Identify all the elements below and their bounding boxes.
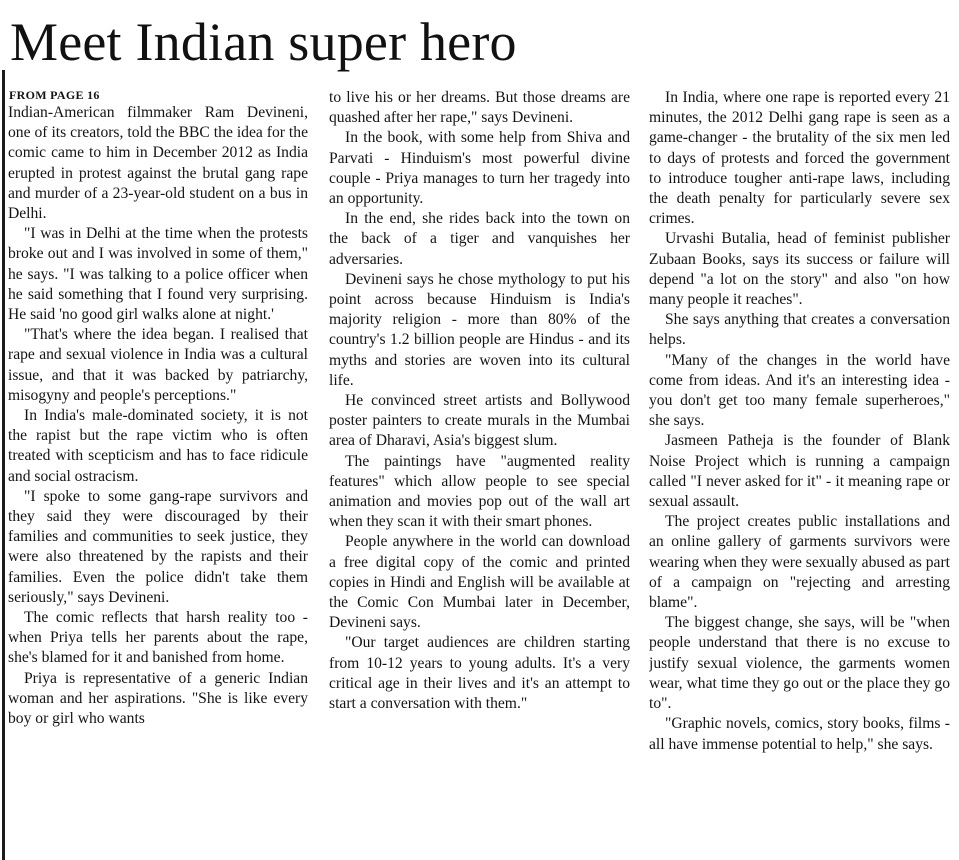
- paragraph: "I spoke to some gang-rape survivors and they said they were discouraged by their families and communities to seek justice, they were also threatened by the rapists and their families. Even the police didn't take them seriously," says Devineni.: [8, 487, 308, 606]
- paragraph: "Our target audiences are children starting from 10-12 years to young adults. It's a very critical age in their lives and it's an attempt to start a conversation with them.": [329, 634, 630, 713]
- paragraph: She says anything that creates a conversation helps.: [649, 311, 950, 349]
- headline: Meet Indian super hero: [10, 12, 517, 72]
- paragraph: "That's where the idea began. I realised that rape and sexual violence in India was a cultural issue, and that it was backed by patriarchy, misogyny and people's perceptions.": [8, 326, 308, 404]
- paragraph: People anywhere in the world can download a free digital copy of the comic and printed copies in Hindi and English will be available at the Comic Con Mumbai later in December, Devineni says.: [329, 533, 630, 632]
- paragraph: Priya is representative of a generic Indian woman and her aspirations. "She is like every boy or girl who wants: [8, 669, 308, 728]
- paragraph: In the book, with some help from Shiva and Parvati - Hinduism's most powerful divine couple - Priya manages to turn her tragedy into an opportunity.: [329, 129, 630, 208]
- paragraph: Devineni says he chose mythology to put his point across because Hinduism is India's majority religion - more than 80% of the country's 1.2 billion people are Hindus - and its myths and stories are woven into its cultural life.: [329, 270, 630, 389]
- article-column-3: [649, 88, 950, 860]
- paragraph: He convinced street artists and Bollywood poster painters to create murals in the Mumbai area of Dharavi, Asia's biggest slum.: [329, 392, 630, 450]
- article-column-1: [8, 88, 308, 860]
- paragraph: In India's male-dominated society, it is not the rapist but the rape victim who is often treated with scepticism and has to face ridicule and social ostracism.: [8, 407, 308, 485]
- paragraph: Jasmeen Patheja is the founder of Blank Noise Project which is running a campaign called "I never asked for it" - it meaning rape or sexual assault.: [649, 432, 950, 511]
- paragraph: The paintings have "augmented reality features" which allow people to see special animation and movies pop out of the wall art when they scan it with their smart phones.: [329, 452, 630, 531]
- paragraph: "Many of the changes in the world have come from ideas. And it's an interesting idea - you don't get too many female superheroes," she says.: [649, 351, 950, 430]
- paragraph: Indian-American filmmaker Ram Devineni, one of its creators, told the BBC the idea for the comic came to him in December 2012 as India erupted in protest against the brutal gang rape and murder of a 23-year-old student on a bus in Delhi.: [8, 104, 308, 223]
- paragraph: In India, where one rape is reported every 21 minutes, the 2012 Delhi gang rape is seen as a game-changer - the brutality of the six men led to days of protests and forced the government to introduce tougher anti-rape laws, including the death penalty for particularly severe sex crimes.: [649, 89, 950, 228]
- paragraph: In the end, she rides back into the town on the back of a tiger and vanquishes her adversaries.: [329, 210, 630, 268]
- paragraph: "Graphic novels, comics, story books, films - all have immense potential to help," she says.: [649, 715, 950, 753]
- continuation-label: FROM PAGE 16: [9, 88, 100, 102]
- paragraph: to live his or her dreams. But those dreams are quashed after her rape," says Devineni.: [329, 89, 630, 127]
- paragraph: "I was in Delhi at the time when the protests broke out and I was involved in some of them," he says. "I was talking to a police officer when he said something that I found very surprising. He said 'no good girl walks alone at night.': [8, 225, 308, 324]
- article-body: [0, 88, 959, 860]
- paragraph: The comic reflects that harsh reality too - when Priya tells her parents about the rape, she's blamed for it and banished from home.: [8, 609, 308, 667]
- article-column-2: [329, 88, 630, 860]
- paragraph: The biggest change, she says, will be "when people understand that there is no excuse to justify sexual violence, the garments women wear, what time they go out or the place they go to".: [649, 614, 950, 713]
- paragraph: Urvashi Butalia, head of feminist publisher Zubaan Books, says its success or failure will depend "a lot on the story" and also "on how many people it reaches".: [649, 230, 950, 309]
- paragraph: The project creates public installations and an online gallery of garments survivors were wearing when they were sexually abused as part of a campaign on "rejecting and arresting blame".: [649, 513, 950, 612]
